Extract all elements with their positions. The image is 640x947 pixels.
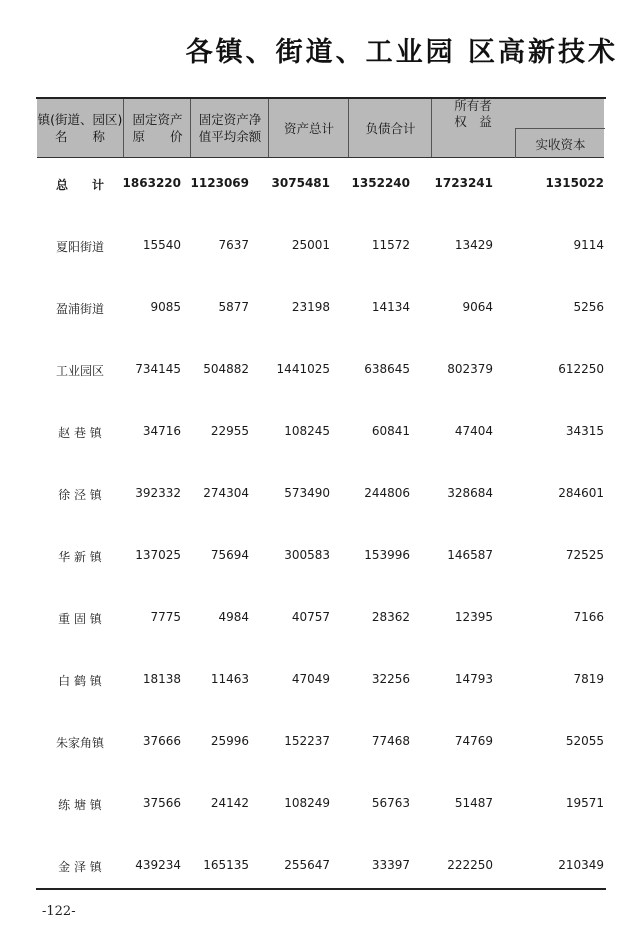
row-value: 47049 (291, 672, 330, 686)
row-value: 75694 (210, 548, 249, 562)
row-value: 34315 (565, 424, 604, 438)
row-value: 7819 (573, 672, 604, 686)
row-name: 夏阳街道 (55, 240, 104, 254)
row-value: 18138 (142, 672, 181, 686)
row-value: 14793 (454, 672, 493, 686)
row-value: 33397 (371, 858, 410, 872)
row-name: 徐 泾 镇 (58, 488, 102, 502)
row-value: 1123069 (190, 176, 249, 190)
row-value: 34716 (142, 424, 181, 438)
row-value: 37666 (142, 734, 181, 748)
row-value: 802379 (447, 362, 493, 376)
row-value: 7166 (573, 610, 604, 624)
table-row (37, 300, 604, 320)
table-row (37, 362, 604, 382)
table-row (37, 486, 604, 506)
row-value: 13429 (454, 238, 493, 252)
header-equity (431, 99, 515, 128)
row-value: 146587 (447, 548, 493, 562)
row-name: 赵 巷 镇 (58, 426, 102, 440)
row-value: 22955 (210, 424, 249, 438)
row-value: 19571 (565, 796, 604, 810)
row-name: 练 塘 镇 (58, 798, 102, 812)
header-paid-in-capital (515, 128, 605, 158)
row-value: 9114 (573, 238, 604, 252)
row-value: 638645 (364, 362, 410, 376)
row-value: 7637 (218, 238, 249, 252)
row-value: 60841 (371, 424, 410, 438)
row-name: 白 鹤 镇 (58, 674, 102, 688)
header-net-line1: 固定资产净 (198, 112, 262, 127)
row-value: 108249 (284, 796, 330, 810)
row-value: 72525 (565, 548, 604, 562)
row-value: 11572 (371, 238, 410, 252)
row-value: 1441025 (276, 362, 330, 376)
table-row (37, 858, 604, 878)
row-value: 7775 (150, 610, 181, 624)
row-value: 51487 (454, 796, 493, 810)
row-value: 734145 (135, 362, 181, 376)
row-value: 12395 (454, 610, 493, 624)
row-value: 24142 (210, 796, 249, 810)
row-name: 盈浦街道 (55, 302, 104, 316)
header-fixed-assets (123, 99, 191, 157)
row-value: 108245 (284, 424, 330, 438)
header-total-assets (268, 99, 349, 157)
row-value: 3075481 (271, 176, 330, 190)
table-row (37, 548, 604, 568)
header-equity-line1: 所有者 (454, 97, 492, 113)
header-paid-label: 实收资本 (535, 136, 586, 152)
table-row (37, 424, 604, 444)
table-row (37, 672, 604, 692)
row-value: 1863220 (122, 176, 181, 190)
header-fixed-line1: 固定资产 (132, 112, 183, 127)
row-name: 朱家角镇 (55, 736, 104, 750)
table-row (37, 796, 604, 816)
row-value: 37566 (142, 796, 181, 810)
row-value: 23198 (291, 300, 330, 314)
row-value: 74769 (454, 734, 493, 748)
row-name: 工业园区 (55, 364, 104, 378)
header-equity-line2: 权 益 (454, 113, 492, 129)
row-name: 总 计 (55, 178, 104, 192)
row-name: 重 固 镇 (58, 612, 102, 626)
row-value: 1723241 (434, 176, 493, 190)
row-value: 255647 (284, 858, 330, 872)
header-net-fixed-assets (190, 99, 269, 157)
header-total-liabilities (348, 99, 432, 157)
row-value: 4984 (218, 610, 249, 624)
row-value: 274304 (203, 486, 249, 500)
table-bottom-rule (36, 888, 606, 890)
row-value: 300583 (284, 548, 330, 562)
row-value: 9064 (462, 300, 493, 314)
header-liab-label: 负债合计 (365, 120, 416, 136)
row-value: 153996 (364, 548, 410, 562)
row-value: 14134 (371, 300, 410, 314)
row-value: 152237 (284, 734, 330, 748)
row-value: 1315022 (545, 176, 604, 190)
row-value: 328684 (447, 486, 493, 500)
row-value: 284601 (558, 486, 604, 500)
row-value: 244806 (364, 486, 410, 500)
row-value: 28362 (371, 610, 410, 624)
row-value: 210349 (558, 858, 604, 872)
header-name-line1: 镇(街道、园区) (37, 112, 123, 127)
table-header (37, 99, 604, 158)
row-value: 222250 (447, 858, 493, 872)
row-name: 华 新 镇 (58, 550, 102, 564)
row-value: 15540 (142, 238, 181, 252)
page-title: 各镇、街道、工业园 区高新技术 (185, 37, 618, 68)
header-name-line2: 名 称 (54, 129, 105, 144)
row-value: 5877 (218, 300, 249, 314)
row-value: 439234 (135, 858, 181, 872)
row-value: 77468 (371, 734, 410, 748)
row-value: 25001 (291, 238, 330, 252)
header-net-line2: 值平均余额 (198, 129, 262, 144)
row-value: 392332 (135, 486, 181, 500)
row-value: 56763 (371, 796, 410, 810)
page-number: -122- (42, 904, 76, 919)
row-value: 165135 (203, 858, 249, 872)
row-value: 11463 (210, 672, 249, 686)
table-row (37, 610, 604, 630)
row-value: 5256 (573, 300, 604, 314)
row-value: 137025 (135, 548, 181, 562)
table-row (37, 734, 604, 754)
row-value: 612250 (558, 362, 604, 376)
row-value: 25996 (210, 734, 249, 748)
row-value: 32256 (371, 672, 410, 686)
row-value: 47404 (454, 424, 493, 438)
header-fixed-line2: 原 价 (132, 129, 183, 144)
row-value: 52055 (565, 734, 604, 748)
header-assets-label: 资产总计 (283, 120, 334, 136)
row-name: 金 泽 镇 (58, 860, 102, 874)
header-name (37, 99, 123, 157)
row-value: 9085 (150, 300, 181, 314)
row-value: 573490 (284, 486, 330, 500)
row-value: 504882 (203, 362, 249, 376)
total-row (37, 176, 604, 196)
row-value: 40757 (291, 610, 330, 624)
row-value: 1352240 (351, 176, 410, 190)
table-row (37, 238, 604, 258)
